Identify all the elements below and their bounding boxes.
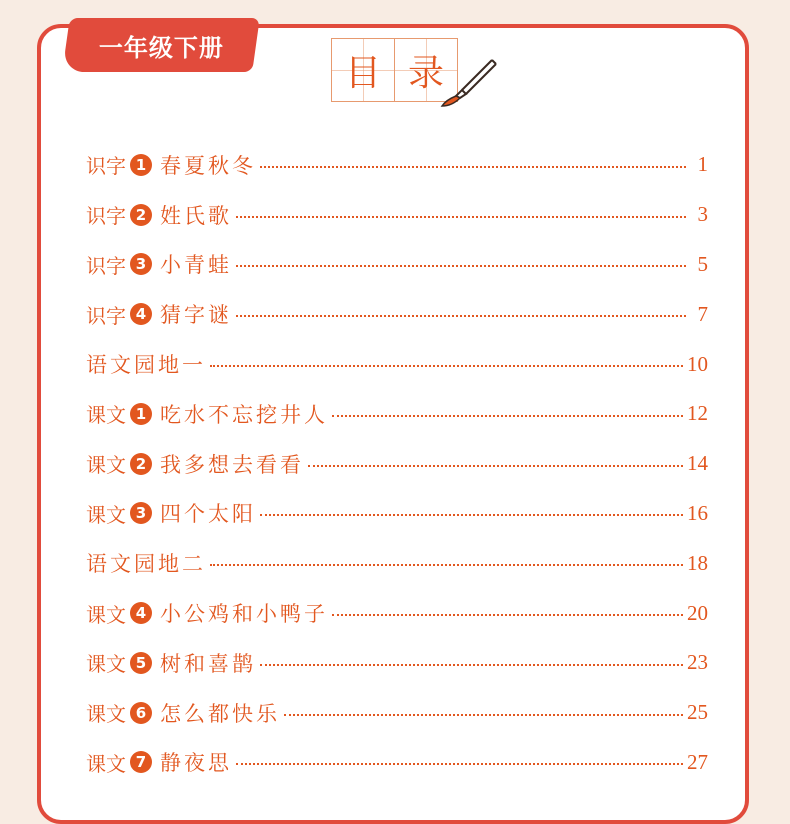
grade-tab-label: 一年级下册 [98, 33, 224, 62]
toc-entry[interactable] [86, 240, 708, 290]
toc-entry-type: 课文 [86, 502, 126, 527]
toc-dot-leader [236, 763, 683, 765]
toc-entry[interactable] [86, 190, 708, 240]
toc-entry-number-badge: 2 [130, 204, 152, 226]
toc-dot-leader [236, 315, 686, 317]
toc-entry-number-badge: 1 [130, 403, 152, 425]
toc-entry-type: 课文 [86, 652, 126, 677]
toc-entry-page-number: 10 [687, 351, 708, 376]
toc-entry[interactable] [86, 738, 708, 788]
toc-entry-number-badge: 1 [130, 154, 152, 176]
toc-entry-title: 怎么都快乐 [160, 701, 280, 726]
toc-dot-leader [332, 415, 683, 417]
toc-entry-title: 小公鸡和小鸭子 [160, 602, 328, 627]
toc-entry-title: 我多想去看看 [160, 452, 304, 477]
toc-entry-type: 课文 [86, 453, 126, 478]
toc-entry-type: 课文 [86, 702, 126, 727]
toc-entry-number-badge: 3 [130, 253, 152, 275]
calligraphy-brush-icon [440, 56, 500, 108]
toc-entry-title: 树和喜鹊 [160, 651, 256, 676]
toc-entry-page-number: 1 [697, 152, 708, 177]
table-of-contents [86, 140, 708, 787]
toc-entry-title: 语文园地一 [86, 353, 206, 378]
toc-entry-page-number: 3 [697, 202, 708, 227]
toc-entry[interactable] [86, 638, 708, 688]
toc-entry-type: 识字 [86, 204, 126, 229]
toc-entry-page-number: 12 [687, 401, 708, 426]
toc-entry[interactable] [86, 489, 708, 539]
title-char-cell: 录 [394, 38, 458, 102]
toc-dot-leader [308, 465, 683, 467]
toc-entry[interactable] [86, 688, 708, 738]
toc-entry-type: 识字 [86, 253, 126, 278]
toc-entry-type: 课文 [86, 403, 126, 428]
toc-entry-title: 语文园地二 [86, 552, 206, 577]
toc-entry-title: 小青蛙 [160, 253, 232, 278]
toc-dot-leader [260, 514, 683, 516]
title-char-cell: 目 [331, 38, 395, 102]
toc-entry-page-number: 20 [687, 600, 708, 625]
toc-entry-type: 课文 [86, 751, 126, 776]
toc-entry-number-badge: 3 [130, 502, 152, 524]
toc-entry-page-number: 27 [687, 749, 708, 774]
toc-entry-page-number: 14 [687, 451, 708, 476]
toc-entry-type: 识字 [86, 303, 126, 328]
toc-entry[interactable] [86, 289, 708, 339]
toc-entry[interactable] [86, 439, 708, 489]
toc-entry-number-badge: 6 [130, 702, 152, 724]
toc-entry-number-badge: 4 [130, 303, 152, 325]
toc-entry-title: 姓氏歌 [160, 203, 232, 228]
toc-entry-type: 课文 [86, 602, 126, 627]
toc-entry-page-number: 25 [687, 700, 708, 725]
toc-dot-leader [260, 166, 686, 168]
toc-dot-leader [236, 265, 686, 267]
toc-entry[interactable] [86, 588, 708, 638]
toc-entry-page-number: 16 [687, 500, 708, 525]
toc-entry-number-badge: 7 [130, 751, 152, 773]
toc-entry-title: 四个太阳 [160, 502, 256, 527]
toc-entry-title: 吃水不忘挖井人 [160, 402, 328, 427]
toc-entry-page-number: 23 [687, 650, 708, 675]
toc-dot-leader [210, 365, 683, 367]
toc-entry-number-badge: 5 [130, 652, 152, 674]
toc-entry[interactable] [86, 389, 708, 439]
toc-entry-number-badge: 4 [130, 602, 152, 624]
toc-entry-page-number: 5 [697, 251, 708, 276]
toc-dot-leader [236, 216, 686, 218]
toc-entry-title: 猜字谜 [160, 303, 232, 328]
toc-entry-title: 静夜思 [160, 751, 232, 776]
toc-entry-number-badge: 2 [130, 453, 152, 475]
toc-dot-leader [284, 714, 683, 716]
toc-dot-leader [210, 564, 683, 566]
toc-entry-title: 春夏秋冬 [160, 153, 256, 178]
toc-dot-leader [332, 614, 683, 616]
toc-entry-page-number: 7 [697, 301, 708, 326]
grade-tab [62, 18, 260, 72]
toc-entry[interactable] [86, 538, 708, 588]
toc-entry-type: 识字 [86, 154, 126, 179]
toc-dot-leader [260, 664, 683, 666]
toc-entry[interactable] [86, 140, 708, 190]
toc-entry[interactable] [86, 339, 708, 389]
toc-entry-page-number: 18 [687, 550, 708, 575]
